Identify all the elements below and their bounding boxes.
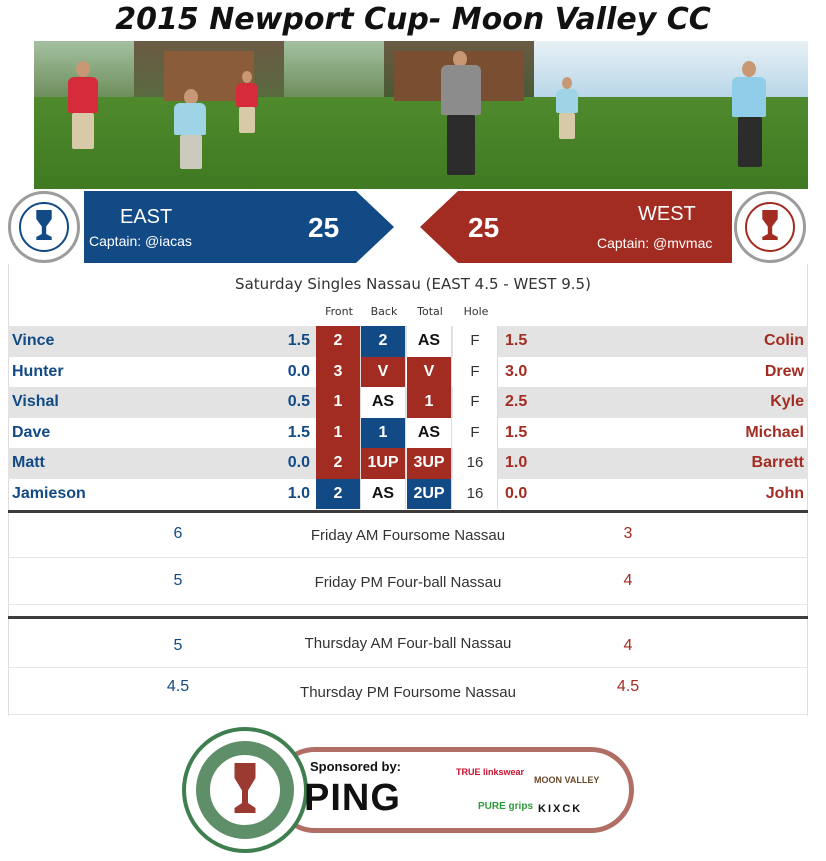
- match-row[interactable]: [8, 387, 808, 418]
- hole-status: F: [453, 387, 498, 418]
- back-result: AS: [361, 479, 406, 510]
- west-team-name: WEST: [638, 203, 696, 225]
- front-result: 2: [316, 326, 361, 357]
- front-result: 2: [316, 448, 361, 479]
- west-player: Drew: [764, 362, 804, 380]
- east-player: Hunter: [12, 362, 64, 380]
- total-result: 2UP: [407, 479, 452, 510]
- session-row[interactable]: [8, 572, 808, 602]
- true-linkswear-logo: TRUE linkswear: [456, 767, 525, 777]
- total-result: 1: [407, 387, 452, 418]
- match-row[interactable]: [8, 448, 808, 479]
- west-points: 3.0: [505, 362, 528, 380]
- session-title: Saturday Singles Nassau (EAST 4.5 - WEST 9.5): [235, 275, 591, 293]
- east-session-points: 4.5: [166, 678, 190, 695]
- total-result: V: [407, 357, 452, 388]
- front-result: 2: [316, 479, 361, 510]
- east-points: 1.0: [287, 484, 310, 502]
- west-session-points: 4.5: [616, 678, 640, 695]
- east-session-points: 6: [173, 525, 183, 542]
- ping-logo: PING: [304, 777, 401, 819]
- session-name: Friday PM Four-ball Nassau: [314, 574, 502, 591]
- east-points: 1.5: [287, 332, 310, 349]
- west-points: 1.5: [505, 423, 528, 441]
- back-result: V: [361, 357, 406, 388]
- west-player: Michael: [745, 423, 804, 441]
- hole-status: F: [453, 326, 498, 357]
- east-points: 0.0: [287, 454, 310, 471]
- moon-valley-logo: MOON VALLEY: [534, 775, 600, 785]
- west-player: Colin: [764, 332, 804, 349]
- west-points: 2.5: [505, 393, 528, 410]
- photo-course: [284, 41, 384, 189]
- session-name: Thursday AM Four-ball Nassau: [304, 635, 512, 652]
- west-team-panel: [420, 191, 732, 263]
- east-captain: Captain: @iacas: [89, 233, 192, 249]
- west-total-score: 25: [468, 212, 500, 243]
- row-separator: [8, 714, 808, 715]
- east-player: Jamieson: [12, 484, 86, 502]
- match-row[interactable]: [8, 479, 808, 510]
- east-total-score: 25: [308, 212, 340, 243]
- pure-grips-logo: PURE grips: [478, 801, 534, 812]
- session-row[interactable]: [8, 525, 808, 555]
- hole-status: 16: [453, 448, 498, 479]
- west-captain: Captain: @mvmac: [597, 235, 713, 251]
- col-hole: Hole: [463, 305, 489, 318]
- east-session-points: 5: [173, 572, 183, 589]
- east-player: Vince: [12, 332, 55, 349]
- back-result: 1: [361, 418, 406, 449]
- section-divider: [8, 616, 808, 619]
- hole-status: 16: [453, 479, 498, 510]
- west-player: John: [765, 484, 804, 502]
- east-points: 0.0: [287, 362, 310, 380]
- kixck-logo: KIXCK: [538, 803, 583, 815]
- col-front: Front: [325, 305, 353, 318]
- back-result: 2: [361, 326, 406, 357]
- score-bar: [0, 190, 826, 264]
- sponsor-banner: [182, 727, 638, 853]
- total-result: AS: [407, 418, 452, 449]
- east-player: Dave: [12, 423, 51, 441]
- east-team-name: EAST: [120, 206, 173, 228]
- session-row[interactable]: [8, 635, 808, 665]
- west-player: Barrett: [751, 454, 804, 471]
- west-session-points: 4: [623, 572, 633, 589]
- row-separator: [8, 557, 808, 558]
- newport-cup-seal-icon: [182, 727, 308, 853]
- total-result: AS: [407, 326, 452, 357]
- front-result: 3: [316, 357, 361, 388]
- west-points: 1.0: [505, 454, 528, 471]
- match-row[interactable]: [8, 326, 808, 357]
- session-name: Thursday PM Foursome Nassau: [300, 684, 516, 701]
- sand-trap-logo-icon: [734, 191, 806, 263]
- session-name: Friday AM Foursome Nassau: [310, 527, 506, 544]
- photo-golfer-1: [34, 41, 134, 189]
- total-result: 3UP: [407, 448, 452, 479]
- back-result: 1UP: [361, 448, 406, 479]
- west-player: Kyle: [770, 393, 804, 410]
- row-separator: [8, 667, 808, 668]
- west-points: 1.5: [505, 332, 528, 349]
- east-points: 1.5: [287, 423, 310, 441]
- west-session-points: 4: [623, 637, 633, 654]
- west-session-points: 3: [623, 525, 633, 542]
- east-session-points: 5: [173, 637, 183, 654]
- photo-golfer-3: [384, 41, 534, 189]
- match-row[interactable]: [8, 357, 808, 388]
- match-list: [8, 326, 808, 509]
- front-result: 1: [316, 387, 361, 418]
- sponsored-by-label: Sponsored by:: [310, 759, 402, 774]
- page-title: 2015 Newport Cup- Moon Valley CC: [115, 2, 711, 37]
- west-points: 0.0: [505, 484, 528, 502]
- hole-status: F: [453, 357, 498, 388]
- section-divider: [8, 510, 808, 513]
- back-result: AS: [361, 387, 406, 418]
- session-row[interactable]: [8, 678, 808, 708]
- match-row[interactable]: [8, 418, 808, 449]
- east-player: Vishal: [12, 393, 59, 410]
- front-result: 1: [316, 418, 361, 449]
- col-total: Total: [417, 305, 443, 318]
- east-points: 0.5: [287, 393, 310, 410]
- photo-banner: [34, 41, 808, 189]
- photo-golfer-4: [534, 41, 808, 189]
- sand-trap-logo-icon: [8, 191, 80, 263]
- col-back: Back: [370, 305, 398, 318]
- hole-status: F: [453, 418, 498, 449]
- east-player: Matt: [12, 454, 45, 471]
- photo-golfer-2: [134, 41, 284, 189]
- row-separator: [8, 604, 808, 605]
